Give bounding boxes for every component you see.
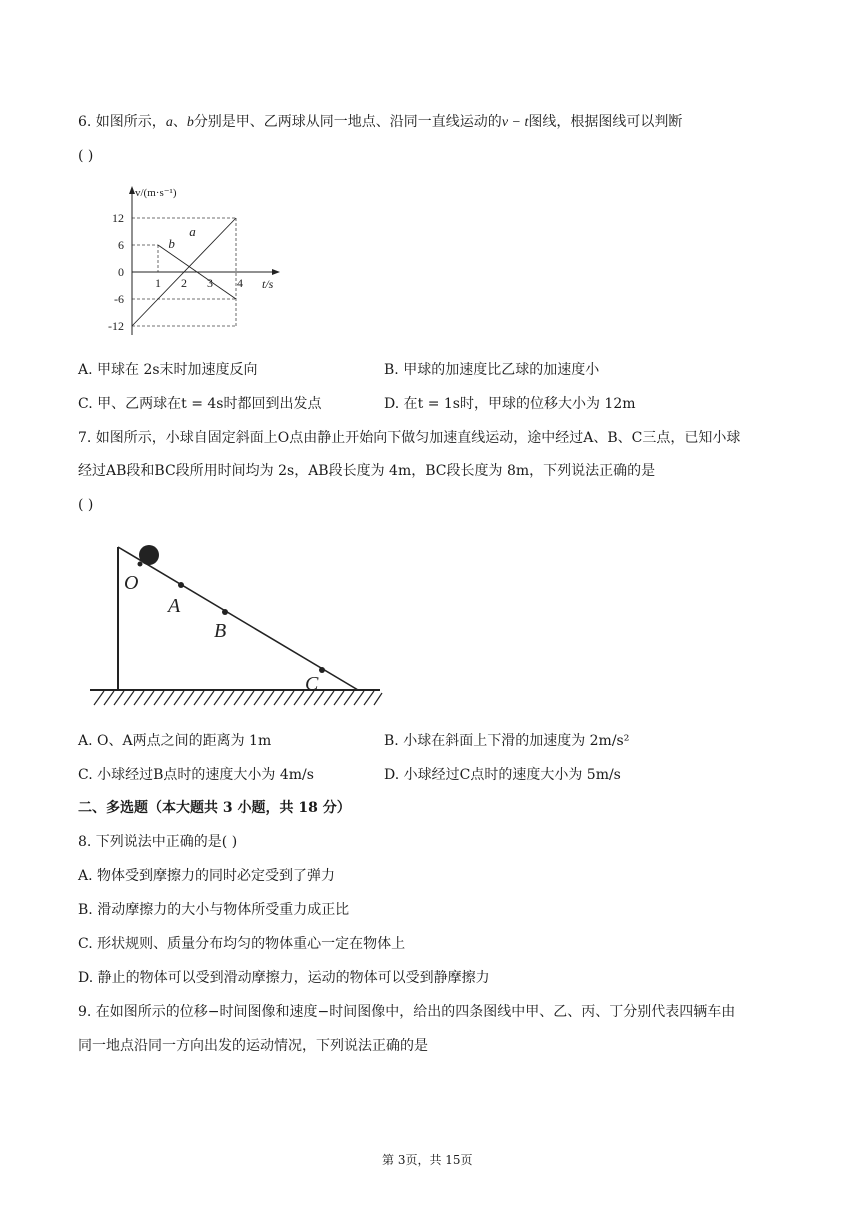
q7-incline-figure — [80, 535, 390, 715]
q8-option-a: A. 物体受到摩擦力的同时必定受到了弹力 — [78, 868, 336, 884]
q7-answer-bracket: ( ) — [78, 497, 94, 513]
x-axis-arrow — [272, 269, 280, 275]
point-o-dot — [138, 562, 143, 567]
point-b-dot — [222, 609, 228, 615]
y-axis-label: v/(m·s⁻¹) — [135, 187, 177, 199]
q7-stem-line1: 7. 如图所示，小球自固定斜面上O点由静止开始向下做匀加速直线运动，途中经过A、B、C三点，已知小球 — [78, 430, 741, 446]
q6-answer-bracket: ( ) — [78, 148, 94, 164]
q7-option-a: A. O、A两点之间的距离为 1m — [78, 733, 272, 749]
label-a: A — [168, 595, 181, 617]
q6-option-b: B. 甲球的加速度比乙球的加速度小 — [384, 362, 600, 378]
q6-option-d: D. 在t = 1s时，甲球的位移大小为 12m — [384, 396, 636, 412]
q9-stem-line2: 同一地点沿同一方向出发的运动情况，下列说法正确的是 — [78, 1038, 428, 1054]
line-label-a: a — [189, 224, 196, 239]
x-tick-label: 3 — [207, 276, 213, 290]
x-axis-label: t/s — [262, 277, 274, 291]
q8-stem: 8. 下列说法中正确的是( ) — [78, 834, 238, 850]
q7-option-d: D. 小球经过C点时的速度大小为 5m/s — [384, 767, 621, 783]
label-o: O — [124, 572, 139, 594]
line-label-b: b — [168, 236, 175, 251]
q7-stem-line2: 经过AB段和BC段所用时间均为 2s，AB段长度为 4m，BC段长度为 8m，下列说法正确的是 — [78, 463, 656, 479]
x-tick-label: 4 — [237, 276, 243, 290]
q6-stem: 6. 如图所示，a、b分别是甲、乙两球从同一地点、沿同一直线运动的v − t图线，根据图线可以判断 — [78, 114, 683, 130]
x-tick-label: 2 — [181, 276, 187, 290]
q7-option-b: B. 小球在斜面上下滑的加速度为 2m/s² — [384, 733, 630, 749]
point-c-dot — [319, 667, 325, 673]
q8-option-d: D. 静止的物体可以受到滑动摩擦力，运动的物体可以受到静摩擦力 — [78, 970, 490, 986]
page-footer: 第 3页，共 15页 — [382, 1153, 473, 1167]
x-tick-label: 1 — [155, 276, 161, 290]
y-tick-label: 12 — [112, 211, 124, 225]
q6-option-c: C. 甲、乙两球在t = 4s时都回到出发点 — [78, 396, 322, 412]
q8-option-b: B. 滑动摩擦力的大小与物体所受重力成正比 — [78, 902, 350, 918]
ground-hatch — [94, 691, 382, 705]
section-heading: 二、多选题（本大题共 3 小题，共 18 分） — [78, 800, 351, 816]
y-tick-label: 6 — [118, 238, 124, 252]
label-c: C — [305, 673, 319, 695]
q6-option-a: A. 甲球在 2s末时加速度反向 — [78, 362, 258, 378]
ball — [139, 545, 159, 565]
y-tick-label: 0 — [118, 265, 124, 279]
q6-vt-chart — [80, 182, 280, 342]
y-tick-label: -6 — [114, 292, 124, 306]
q8-option-c: C. 形状规则、质量分布均匀的物体重心一定在物体上 — [78, 936, 406, 952]
q9-stem-line1: 9. 在如图所示的位移−时间图像和速度−时间图像中，给出的四条图线中甲、乙、丙、丁分别代表四辆车由 — [78, 1004, 736, 1020]
label-b: B — [214, 620, 227, 642]
point-a-dot — [178, 582, 184, 588]
y-tick-label: -12 — [108, 319, 124, 333]
q7-option-c: C. 小球经过B点时的速度大小为 4m/s — [78, 767, 314, 783]
